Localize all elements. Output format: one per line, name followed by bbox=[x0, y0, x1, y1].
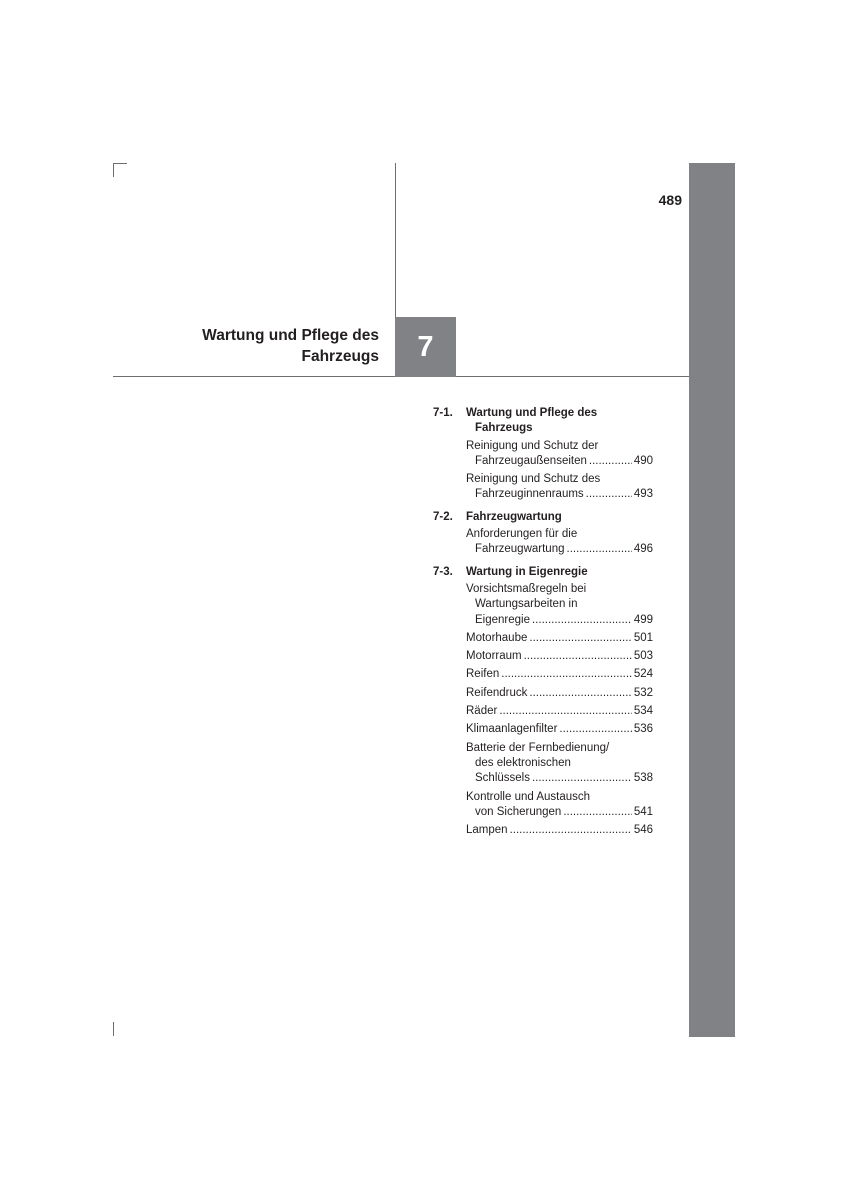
chapter-title-line: Wartung und Pflege des bbox=[202, 327, 379, 344]
toc-leader-dots bbox=[501, 667, 632, 682]
toc-entry-text: Reifendruck bbox=[466, 686, 528, 699]
toc-page-number: 524 bbox=[633, 668, 653, 681]
toc-section-number: 7-3. bbox=[433, 565, 453, 578]
toc-entry[interactable] bbox=[466, 686, 653, 701]
toc-section-title-line: Wartung und Pflege des bbox=[466, 407, 598, 419]
toc-entry-text: Batterie der Fernbedienung/ bbox=[466, 741, 610, 754]
toc-leader-dots bbox=[589, 454, 632, 469]
toc-page-number: 541 bbox=[633, 805, 653, 818]
toc-section-heading bbox=[433, 510, 653, 525]
toc-entry-text: Vorsichtsmaßregeln bei bbox=[466, 582, 587, 595]
toc-entry-last-line bbox=[466, 649, 653, 664]
toc-leader-dots bbox=[499, 704, 631, 719]
toc-leader-dots bbox=[563, 805, 632, 820]
chapter-side-tab bbox=[689, 163, 735, 1037]
toc-entry[interactable] bbox=[466, 704, 653, 719]
page-number: 489 bbox=[658, 192, 682, 208]
toc-page-number: 503 bbox=[633, 650, 653, 663]
toc-entry[interactable] bbox=[466, 582, 653, 628]
toc-entry-text: des elektronischen bbox=[475, 756, 571, 769]
chapter-number-box bbox=[395, 317, 456, 377]
toc-leader-dots bbox=[510, 823, 632, 838]
toc-entry-last-line bbox=[466, 686, 653, 701]
toc-leader-dots bbox=[559, 722, 631, 737]
toc-entry-last-line bbox=[466, 823, 653, 838]
chapter-title-line: Fahrzeugs bbox=[301, 348, 379, 365]
toc-leader-dots bbox=[532, 771, 632, 786]
toc-entry-last-line bbox=[466, 487, 653, 502]
toc-section-heading bbox=[433, 565, 653, 580]
toc-entry-last-line bbox=[466, 613, 653, 628]
toc-section-title-line: Fahrzeugs bbox=[475, 422, 533, 435]
toc-section-number: 7-2. bbox=[433, 510, 453, 523]
toc-entry[interactable] bbox=[466, 439, 653, 470]
toc-page-number: 501 bbox=[633, 631, 653, 644]
toc-entry-last-line bbox=[466, 631, 653, 646]
toc-leader-dots bbox=[567, 542, 632, 557]
chapter-title bbox=[150, 325, 379, 367]
toc-entry[interactable] bbox=[466, 741, 653, 787]
toc-entry[interactable] bbox=[466, 527, 653, 558]
toc-entry-last-line bbox=[466, 805, 653, 820]
toc-leader-dots bbox=[529, 631, 631, 646]
toc-section-number: 7-1. bbox=[433, 407, 453, 419]
toc-entry[interactable] bbox=[466, 722, 653, 737]
toc-entry-last-line bbox=[466, 704, 653, 719]
toc-entry-text: von Sicherungen bbox=[475, 805, 562, 818]
toc-entry-text: Fahrzeugaußenseiten bbox=[475, 454, 587, 467]
toc-entry-text: Motorraum bbox=[466, 650, 522, 663]
toc-entry[interactable] bbox=[466, 631, 653, 646]
toc-entry-list bbox=[466, 439, 653, 503]
toc-entry-last-line bbox=[466, 722, 653, 737]
toc-page-number: 490 bbox=[633, 454, 653, 467]
toc-page-number: 499 bbox=[633, 613, 653, 626]
toc-entry-last-line bbox=[466, 771, 653, 786]
toc-leader-dots bbox=[532, 613, 632, 628]
toc-entry[interactable] bbox=[466, 667, 653, 682]
crop-mark-top-left-vertical bbox=[113, 163, 114, 177]
toc-page-number: 493 bbox=[633, 488, 653, 501]
toc-entry-text: Anforderungen für die bbox=[466, 528, 578, 541]
toc-entry-text: Lampen bbox=[466, 824, 508, 837]
toc-entry-last-line bbox=[466, 542, 653, 557]
toc-leader-dots bbox=[586, 487, 632, 502]
toc-page-number: 538 bbox=[633, 772, 653, 785]
toc-entry-text: Reinigung und Schutz der bbox=[466, 439, 599, 452]
toc-entry-last-line bbox=[466, 667, 653, 682]
toc-leader-dots bbox=[529, 686, 631, 701]
crop-mark-top-left-horizontal bbox=[113, 163, 127, 164]
toc-entry-text: Reinigung und Schutz des bbox=[466, 473, 601, 486]
toc-entry[interactable] bbox=[466, 649, 653, 664]
divider-vertical bbox=[395, 163, 396, 317]
toc-entry-last-line bbox=[466, 454, 653, 469]
toc-entry-text: Kontrolle und Austausch bbox=[466, 790, 591, 803]
toc-entry[interactable] bbox=[466, 472, 653, 503]
toc-entry-text: Fahrzeuginnenraums bbox=[475, 488, 584, 501]
toc-entry-text: Reifen bbox=[466, 668, 500, 681]
table-of-contents bbox=[433, 406, 653, 845]
toc-entry-text: Fahrzeugwartung bbox=[475, 543, 565, 556]
toc-section-title bbox=[466, 510, 653, 525]
toc-entry-text: Klimaanlagenfilter bbox=[466, 723, 558, 736]
toc-entry-text: Motorhaube bbox=[466, 631, 528, 644]
toc-leader-dots bbox=[524, 649, 632, 664]
toc-section-title-line: Wartung in Eigenregie bbox=[466, 565, 588, 578]
toc-page-number: 496 bbox=[633, 543, 653, 556]
toc-entry-text: Eigenregie bbox=[475, 613, 530, 626]
toc-entry-text: Räder bbox=[466, 705, 498, 718]
toc-entry-list bbox=[466, 582, 653, 838]
toc-section-title bbox=[466, 406, 653, 437]
toc-entry[interactable] bbox=[466, 823, 653, 838]
toc-entry-text: Wartungsarbeiten in bbox=[475, 598, 578, 611]
toc-page-number: 546 bbox=[633, 824, 653, 837]
toc-entry-list bbox=[466, 527, 653, 558]
toc-page-number: 532 bbox=[633, 686, 653, 699]
toc-section-title-line: Fahrzeugwartung bbox=[466, 510, 562, 523]
chapter-number: 7 bbox=[417, 330, 434, 363]
toc-section-title bbox=[466, 565, 653, 580]
crop-mark-bottom-left bbox=[113, 1022, 114, 1036]
toc-page-number: 534 bbox=[633, 705, 653, 718]
toc-entry-text: Schlüssels bbox=[475, 772, 530, 785]
toc-entry[interactable] bbox=[466, 790, 653, 821]
toc-page-number: 536 bbox=[633, 723, 653, 736]
toc-section-heading bbox=[433, 406, 653, 437]
